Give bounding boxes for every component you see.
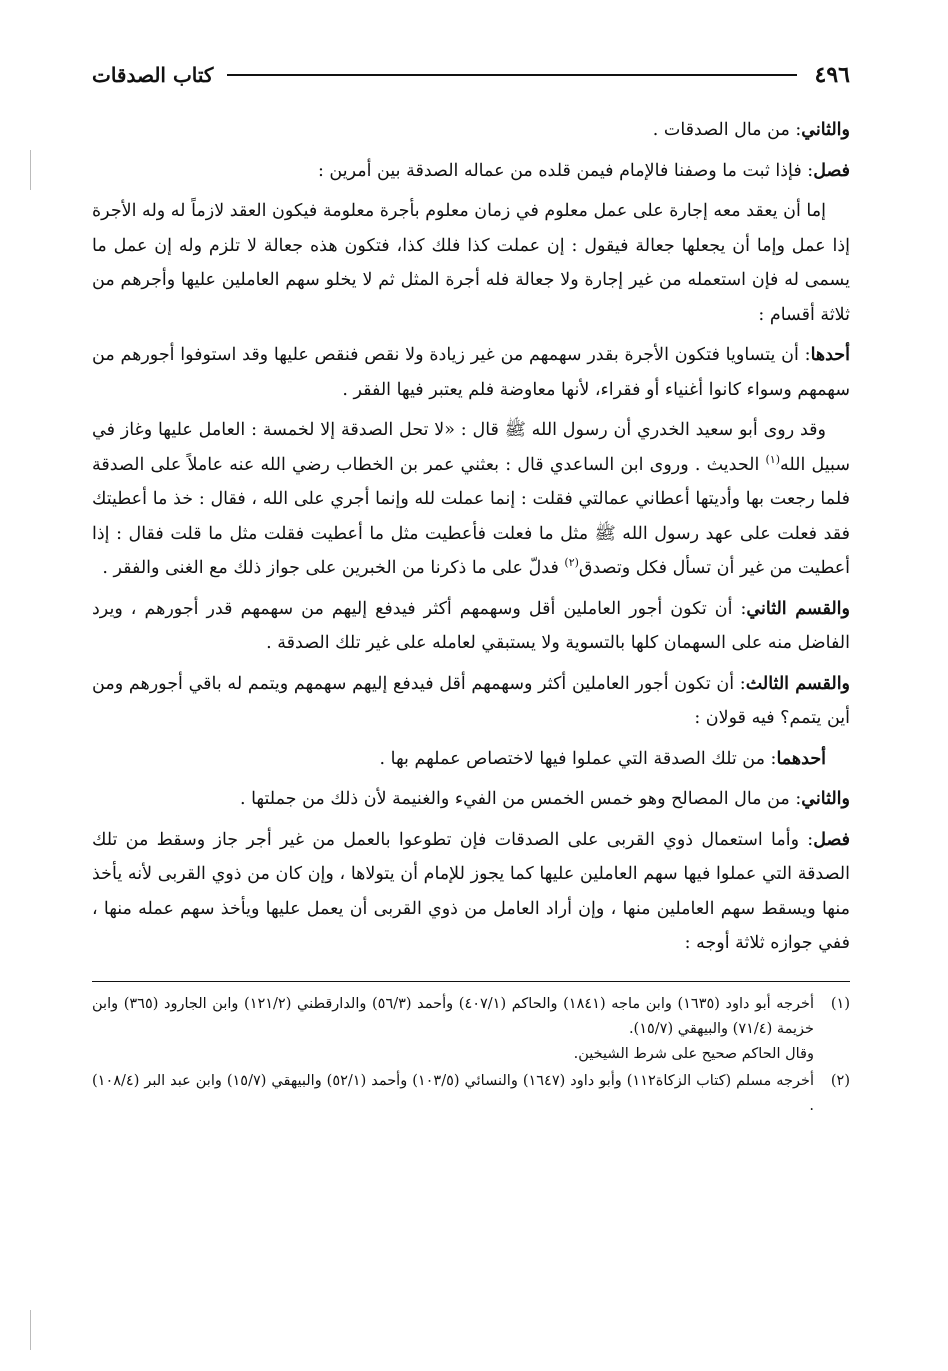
footnote-2 bbox=[92, 1069, 850, 1119]
running-head bbox=[92, 55, 850, 95]
lead-word: فصل bbox=[813, 829, 850, 850]
header-rule bbox=[227, 74, 796, 76]
margin-mark-top bbox=[30, 150, 31, 190]
paragraph-text: : فإذا ثبت ما وصفنا فالإمام فيمن قلده من عماله الصدقة بين أمرين : bbox=[317, 160, 814, 181]
paragraph bbox=[92, 742, 826, 777]
paragraph-text: : أن يتساويا فتكون الأجرة بقدر سهمهم من غير زيادة ولا نقص فنقص عليها وقد استوفوا أجورهم من سهمهم وسواء كانوا أغنياء أو فقراء، لأنها معاوضة فلم يعتبر فيها الفقر . bbox=[92, 345, 850, 400]
lead-word: أحدها bbox=[810, 345, 850, 365]
book-title: كتاب الصدقات bbox=[92, 63, 214, 87]
paragraph-text: إما أن يعقد معه إجارة على عمل معلوم في زمان معلوم بأجرة معلومة فيكون العقد لازماً له وله الأجرة إذا عمل وإما أن يجعلها جعالة فيقول : إن عملت كذا فلك كذا، فتكون هذه جعالة لا تلزم وله إن عمل ما يسمى له فإن استعمله من غير إجارة ولا جعالة فله أجرة المثل ثم لا يخلو سهم العاملين عليها وأجرهم من ثلاثة أقسام : bbox=[92, 201, 850, 325]
page-number: ٤٩٦ bbox=[814, 62, 850, 88]
footnote-line: أخرجه مسلم (كتاب الزكاة١١٢) وأبو داود (١٦٤٧) والنسائي (١٠٣/٥) وأحمد (٥٢/١) والبيهقي (١٥/٧) وابن عبد البر (١٠٨/٤) . bbox=[92, 1072, 814, 1114]
paragraph bbox=[92, 782, 850, 817]
paragraph-text: : من مال الصدقات . bbox=[652, 120, 802, 140]
lead-word: أحدهما bbox=[776, 748, 826, 769]
lead-word: والقسم الثالث bbox=[745, 673, 851, 694]
paragraph-text: : من مال المصالح وهو خمس الخمس من الفيء والغنيمة لأن ذلك من جملتها . bbox=[239, 789, 802, 809]
paragraph bbox=[92, 113, 850, 148]
book-page bbox=[92, 55, 850, 1121]
main-text bbox=[92, 113, 850, 961]
lead-word: والثاني bbox=[801, 120, 850, 140]
paragraph-text: الحديث . وروى ابن الساعدي قال : بعثني عمر بن الخطاب رضي الله عنه عاملاً على الصدقة فلما رجعت بها وأديتها أعطاني عمالتي فقلت : إنما عملت لله وإنما أجري على الله ، فقال : خذ ما أعطيتك فقد فعلت على عهد رسول الله ﷺ مثل ما فعلت فأعطيت مثل ما أعطيت فقلت مثل ما قلت فقال : إذا أعطيت من غير أن تسأل فكل وتصدق bbox=[92, 454, 850, 578]
footnote-1 bbox=[92, 992, 850, 1067]
footnote-ref[interactable]: (١) bbox=[765, 452, 780, 466]
paragraph-text: : وأما استعمال ذوي القربى على الصدقات فإن تطوعوا بالعمل من غير أجر جاز وسقط من تلك الصدقة التي عملوا فيها سهم العاملين عليها كما يجوز للإمام أن يتولاها ، وإن كان من ذوي القربى لأنه يأخذ منها ويسقط سهم العاملين منها ، وإن أراد العامل من ذوي القربى أن يعمل عليها ويأخذ سهم عمله منها ، ففي جوازه ثلاثة أوجه : bbox=[92, 829, 850, 953]
footnote-line: أخرجه أبو داود (١٦٣٥) وابن ماجه (١٨٤١) والحاكم (٤٠٧/١) وأحمد (٥٦/٣) والدارقطني (١٢١/٢) وابن الجارود (٣٦٥) وابن خزيمة (٧١/٤) والبيهقي (١٥/٧). bbox=[92, 995, 814, 1037]
paragraph-text: : أن تكون أجور العاملين أكثر وسهمهم أقل فيدفع إليهم سهمهم ويتمم له باقي أجورهم ومن أين يتمم؟ فيه قولان : bbox=[92, 673, 850, 728]
lead-word: فصل bbox=[813, 160, 850, 181]
paragraph bbox=[92, 154, 850, 189]
paragraph bbox=[92, 823, 850, 961]
footnote-line: وقال الحاكم صحيح على شرط الشيخين. bbox=[573, 1045, 814, 1062]
lead-word: والقسم الثاني bbox=[746, 598, 850, 619]
paragraph-text: : من تلك الصدقة التي عملوا فيها لاختصاص عملهم بها . bbox=[379, 748, 777, 769]
footnote-number: (١) bbox=[830, 995, 850, 1012]
footnote-ref[interactable]: (٢) bbox=[564, 556, 579, 570]
margin-mark-bottom bbox=[30, 1310, 31, 1350]
paragraph bbox=[92, 592, 850, 661]
lead-word: والثاني bbox=[801, 789, 850, 809]
footnote-divider bbox=[92, 981, 850, 982]
paragraph-text: : أن تكون أجور العاملين أقل وسهمهم أكثر فيدفع إليهم من سهمهم قدر أجورهم ، ويرد الفاضل منه على السهمان كلها بالتسوية ولا يستبقي لعامله على غير تلك الصدقة . bbox=[92, 598, 850, 653]
paragraph bbox=[92, 667, 850, 736]
paragraph bbox=[92, 413, 850, 586]
footnote-number: (٢) bbox=[830, 1072, 850, 1089]
paragraph bbox=[92, 194, 850, 332]
footnotes bbox=[92, 992, 850, 1119]
paragraph bbox=[92, 338, 850, 407]
paragraph-text: فدلّ على ما ذكرنا من الخبرين على جواز ذلك مع الغنى والفقر . bbox=[102, 558, 565, 578]
paragraph-text: وقد روى أبو سعيد الخدري أن رسول الله ﷺ قال : «لا تحل الصدقة إلا لخمسة : العامل عليها وغاز في سبيل الله bbox=[92, 420, 850, 475]
